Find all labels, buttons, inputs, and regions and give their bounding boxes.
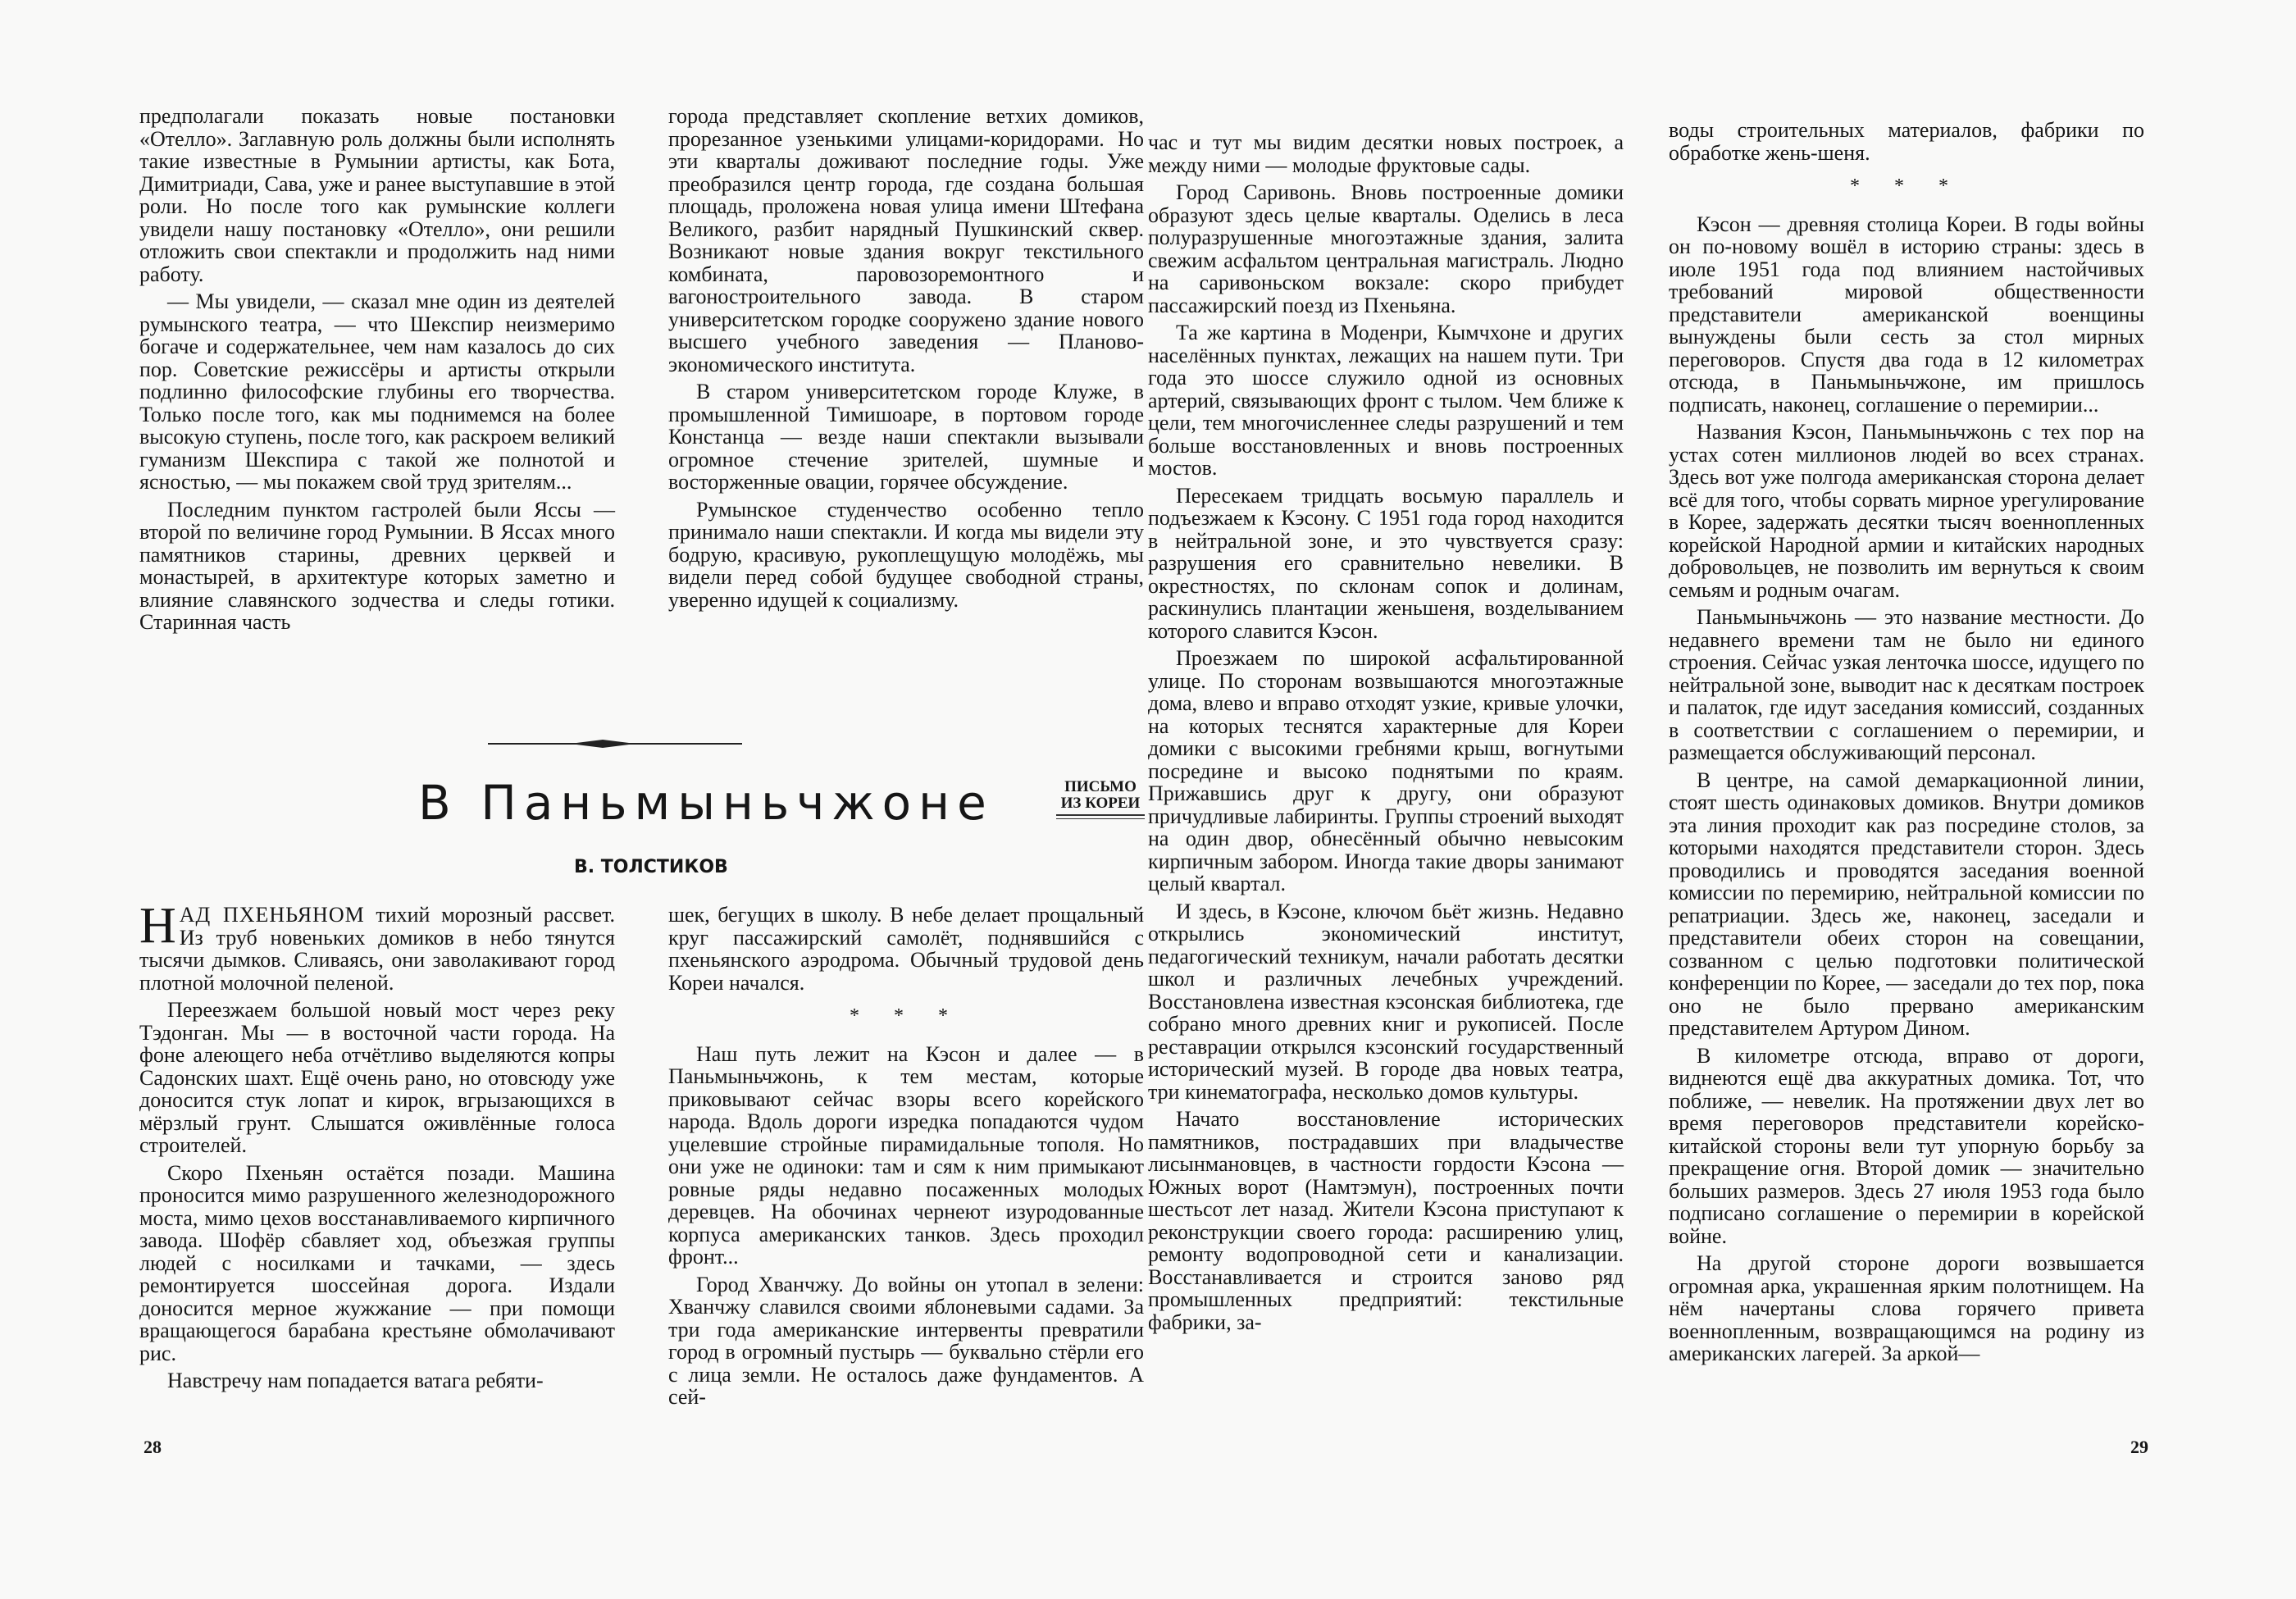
- paragraph: Город Саривонь. Вновь построенные домики образуют здесь целые кварталы. Оделись в леса полуразрушенные многоэтажные здания, залита свежим асфальтом центральная магистраль. Людно на саривоньском вокзале: скоро прибудет пассажирский поезд из Пхеньяна.: [1148, 180, 1624, 317]
- section-break-stars: * * *: [850, 1005, 963, 1027]
- paragraph: Наш путь лежит на Кэсон и далее — в Паньмыньчжонь, к тем местам, которые приковывают сейчас взоры всего корейского народа. Вдоль дороги изредка попадаются чудом уцелевшие стройные пирамидальные тополя. Но они уже не одиноки: там и сям к ним примыкают ровные ряды недавно посаженных молодых деревцев. На обочинах чернеют изуродованные корпуса американских танков. Здесь проходил фронт...: [668, 1041, 1144, 1269]
- lead-caps: АД ПХЕНЬЯНОМ: [179, 903, 365, 927]
- paragraph: Город Хванчжу. До войны он утопал в зелени: Хванчжу славился своими яблоневыми садами. За три года американские интервенты превратили город в огромный пустырь — буквально стёрли его с лица земли. Не осталось даже фундаментов. А сей-: [668, 1272, 1144, 1409]
- section-break-stars: * * *: [1850, 175, 1963, 197]
- column-1-top: [139, 105, 615, 639]
- article-title: В Паньмыньчжоне: [418, 775, 994, 831]
- paragraph: Кэсон — древняя столица Кореи. В годы войны он по-новому вошёл в историю страны: здесь в июле 1951 года под влиянием настойчивых требований мировой общественности представители американской военщины вынуждены были сесть за стол мирных переговоров. Спустя два года в 12 километрах отсюда, в Паньмыньчжоне, им пришлось подписать, наконец, соглашение о перемирии...: [1669, 212, 2144, 417]
- column-2-bottom: [668, 904, 1144, 1414]
- lead-paragraph: [139, 898, 615, 995]
- paragraph: Паньмыньчжонь — это название местности. До недавнего времени там не было ни единого строения. Сейчас узкая ленточка шоссе, идущего по нейтральной зоне, выводит нас к десяткам построек и палаток, где идут заседания комиссий, созданных в соответствии с соглашением о перемирии, и размещается обслуживающий персонал.: [1669, 605, 2145, 764]
- paragraph: час и тут мы видим десятки новых построек, а между ними — молодые фруктовые сады.: [1148, 130, 1624, 177]
- paragraph: Та же картина в Моденри, Кымчхоне и других населённых пунктах, лежащих на нашем пути. Три года это шоссе служило одной из основных артерий, связывающих фронт с тылом. Чем ближе к цели, тем многочисленнее следы разрушений и тем больше восстановленных и вновь построенных мостов.: [1148, 321, 1624, 480]
- paragraph: — Мы увидели, — сказал мне один из деятелей румынского театра, — что Шекспир неизмеримо богаче и содержательнее, чем нам казалось до сих пор. Советские режиссёры и артисты открыли подлинно философские глубины его творчества. Только после того, как мы поднимемся на более высокую ступень, после того, как раскроем великий гуманизм Шекспира с такой же полнотой и ясностью, — мы покажем свой труд зрителям...: [139, 289, 615, 494]
- paragraph: В старом университетском городе Клуже, в промышленной Тимишоаре, в портовом городе Констанца — везде наши спектакли вызывали огромное стечение зрителей, шумные и восторженные овации, горячее обсуждение.: [668, 380, 1144, 494]
- rubric-line-1: ПИСЬМО: [1064, 778, 1137, 795]
- column-4: [1669, 119, 2144, 1370]
- lead-text: тихий морозный рассвет. Из труб новеньких домиков в небо тянутся тысячи дымков. Сливаясь, они заволакивают город плотной молочной пеленой.: [139, 903, 615, 995]
- paragraph: Последним пунктом гастролей были Яссы — второй по величине город Румынии. В Яссах много памятников старины, древних церквей и монастырей, в архитектуре которых заметно и влияние славянского зодчества и следы готики. Старинная часть: [139, 497, 615, 634]
- rubric-label: [1056, 779, 1145, 819]
- paragraph: Пересекаем тридцать восьмую параллель и подъезжаем к Кэсону. С 1951 года город находится в нейтральной зоне, и это чувствуется сразу: разрушения его сравнительно невелики. В окрестностях, по склонам сопок и долинам, раскинулись плантации женьшеня, возделыванием которого славится Кэсон.: [1148, 483, 1624, 643]
- paragraph: Названия Кэсон, Паньмыньчжонь с тех пор на устах сотен миллионов людей во всех странах. Здесь вот уже полгода американская сторона делает всё для того, чтобы сорвать мирное урегулирование в Корее, задержать десятки тысяч военнопленных корейской Народной армии и китайских народных добровольцев, не позволить им вернуться к своим семьям и родным очагам.: [1669, 420, 2144, 602]
- paragraph: Румынское студенчество особенно тепло принимало наши спектакли. И когда мы видели эту бодрую, красивую, рукоплещущую молодёжь, мы видели перед собой будущее свободной страны, уверенно идущей к социализму.: [668, 497, 1144, 612]
- paragraph: предполагали показать новые постановки «Отелло». Заглавную роль должны были исполнять такие известные в Румынии артисты, как Бота, Димитриади, Сава, уже и ранее выступавшие в этой роли. Но после того как румынские коллеги увидели нашу постановку «Отелло», они решили отложить свои спектакли и продолжить над ними работу.: [139, 104, 615, 286]
- article-author: В. ТОЛСТИКОВ: [574, 857, 728, 877]
- paragraph: Начато восстановление исторических памятников, пострадавших при владычестве лисынмановцев, в частности гордости Кэсона — Южных ворот (Намтэмун), построенных почти шестьсот лет назад. Жители Кэсона приступают к реконструкции своего города: расширению улиц, ремонту водопроводной сети и канализации. Восстанавливается и строится заново ряд промышленных предприятий: текстильные фабрики, за-: [1148, 1107, 1624, 1334]
- paragraph: В центре, на самой демаркационной линии, стоят шесть одинаковых домиков. Внутри домиков эта линия проходит как раз посредине столов, за которыми находятся представители сторон. Здесь проводились и проводятся заседания военной комиссии по перемирию, нейтральной комиссии по репатриации. Здесь же, наконец, заседали и представители обеих сторон на совещании, созванном с целью подготовки политической конференции по Корее, — заседали до тех пор, пока оно не было прервано американским представителем Артуром Дином.: [1669, 768, 2144, 1040]
- paragraph: города представляет скопление ветхих домиков, прорезанное узенькими улицами-коридорами. Но эти кварталы доживают последние годы. Уже преобразился центр города, где создана большая площадь, проложена новая улица имени Штефана Великого, разбит нарядный Пушкинский сквер. Возникают новые здания вокруг текстильного комбината, паровозоремонтного и вагоностроительного завода. В старом университетском городке сооружено здание нового высшего учебного заведения — Планово-экономического института.: [668, 104, 1144, 376]
- ornament-divider: [488, 738, 742, 749]
- rubric-line-2: ИЗ КОРЕИ: [1060, 795, 1141, 812]
- paragraph: И здесь, в Кэсоне, ключом бьёт жизнь. Недавно открылись экономический институт, педагогический техникум, начали работать десятки школ и различных лечебных учреждений. Восстановлена известная кэсонская библиотека, где собрано много древних книг и рукописей. После реставрации открылся кэсонский государственный исторический музей. В городе два новых театра, три кинематографа, несколько домов культуры.: [1148, 899, 1624, 1104]
- column-2-top: [668, 105, 1144, 616]
- drop-cap: Н: [139, 898, 176, 954]
- paragraph: Навстречу нам попадается ватага ребяти-: [167, 1369, 544, 1392]
- paragraph: Проезжаем по широкой асфальтированной улице. По сторонам возвышаются многоэтажные дома, влево и вправо отходят узкие, кривые улочки, на которых теснятся характерные для Кореи домики с высокими гребнями крыш, вогнутыми посредине и высоко поднятыми по краям. Прижавшись друг к другу, они образуют причудливые лабиринты. Группы строений выходят на один двор, обнесённый обычно невысоким кирпичным забором. Иногда такие дворы занимают целый квартал.: [1148, 646, 1624, 895]
- page-number-right: 29: [2130, 1437, 2148, 1457]
- paragraph: воды строительных материалов, фабрики по обработке жень-шеня.: [1669, 118, 2144, 165]
- paragraph: шек, бегущих в школу. В небе делает прощальный круг пассажирский самолёт, поднявшийся с пхеньянского аэродрома. Обычный трудовой день Кореи начался.: [668, 903, 1144, 995]
- paragraph: Скоро Пхеньян остаётся позади. Машина проносится мимо разрушенного железнодорожного моста, мимо цехов восстанавливаемого кирпичного завода. Шофёр сбавляет ход, объезжая группы людей с носилками и тачками, — здесь ремонтируется шоссейная дорога. Издали доносится мерное жужжание — при помощи вращающегося барабана крестьяне обмолачивают рис.: [139, 1160, 615, 1365]
- paragraph: На другой стороне дороги возвышается огромная арка, украшенная ярким полотнищем. На нём начертаны слова горячего привета военнопленным, возвращающимся на родину из американских лагерей. За аркой—: [1669, 1251, 2144, 1365]
- page-number-left: 28: [144, 1437, 162, 1457]
- paragraph: В километре отсюда, вправо от дороги, виднеются ещё два аккуратных домика. Тот, что поближе, — невелик. На протяжении двух лет во время переговоров представители корейско-китайской стороны вели тут упорную борьбу за прекращение огня. Второй домик — значительно больших размеров. Здесь 27 июля 1953 года было подписано соглашение о перемирии в корейской войне.: [1669, 1043, 2144, 1248]
- column-1-bottom: [139, 898, 615, 1397]
- column-3: [1148, 131, 1624, 1338]
- paragraph: Переезжаем большой новый мост через реку Тэдонган. Мы — в восточной части города. На фоне алеющего неба отчётливо выделяются копры Садонских шахт. Ещё очень рано, но отовсюду уже доносится стук лопат и кирок, вгрызающихся в мёрзлый грунт. Слышатся оживлённые голоса строителей.: [139, 998, 615, 1157]
